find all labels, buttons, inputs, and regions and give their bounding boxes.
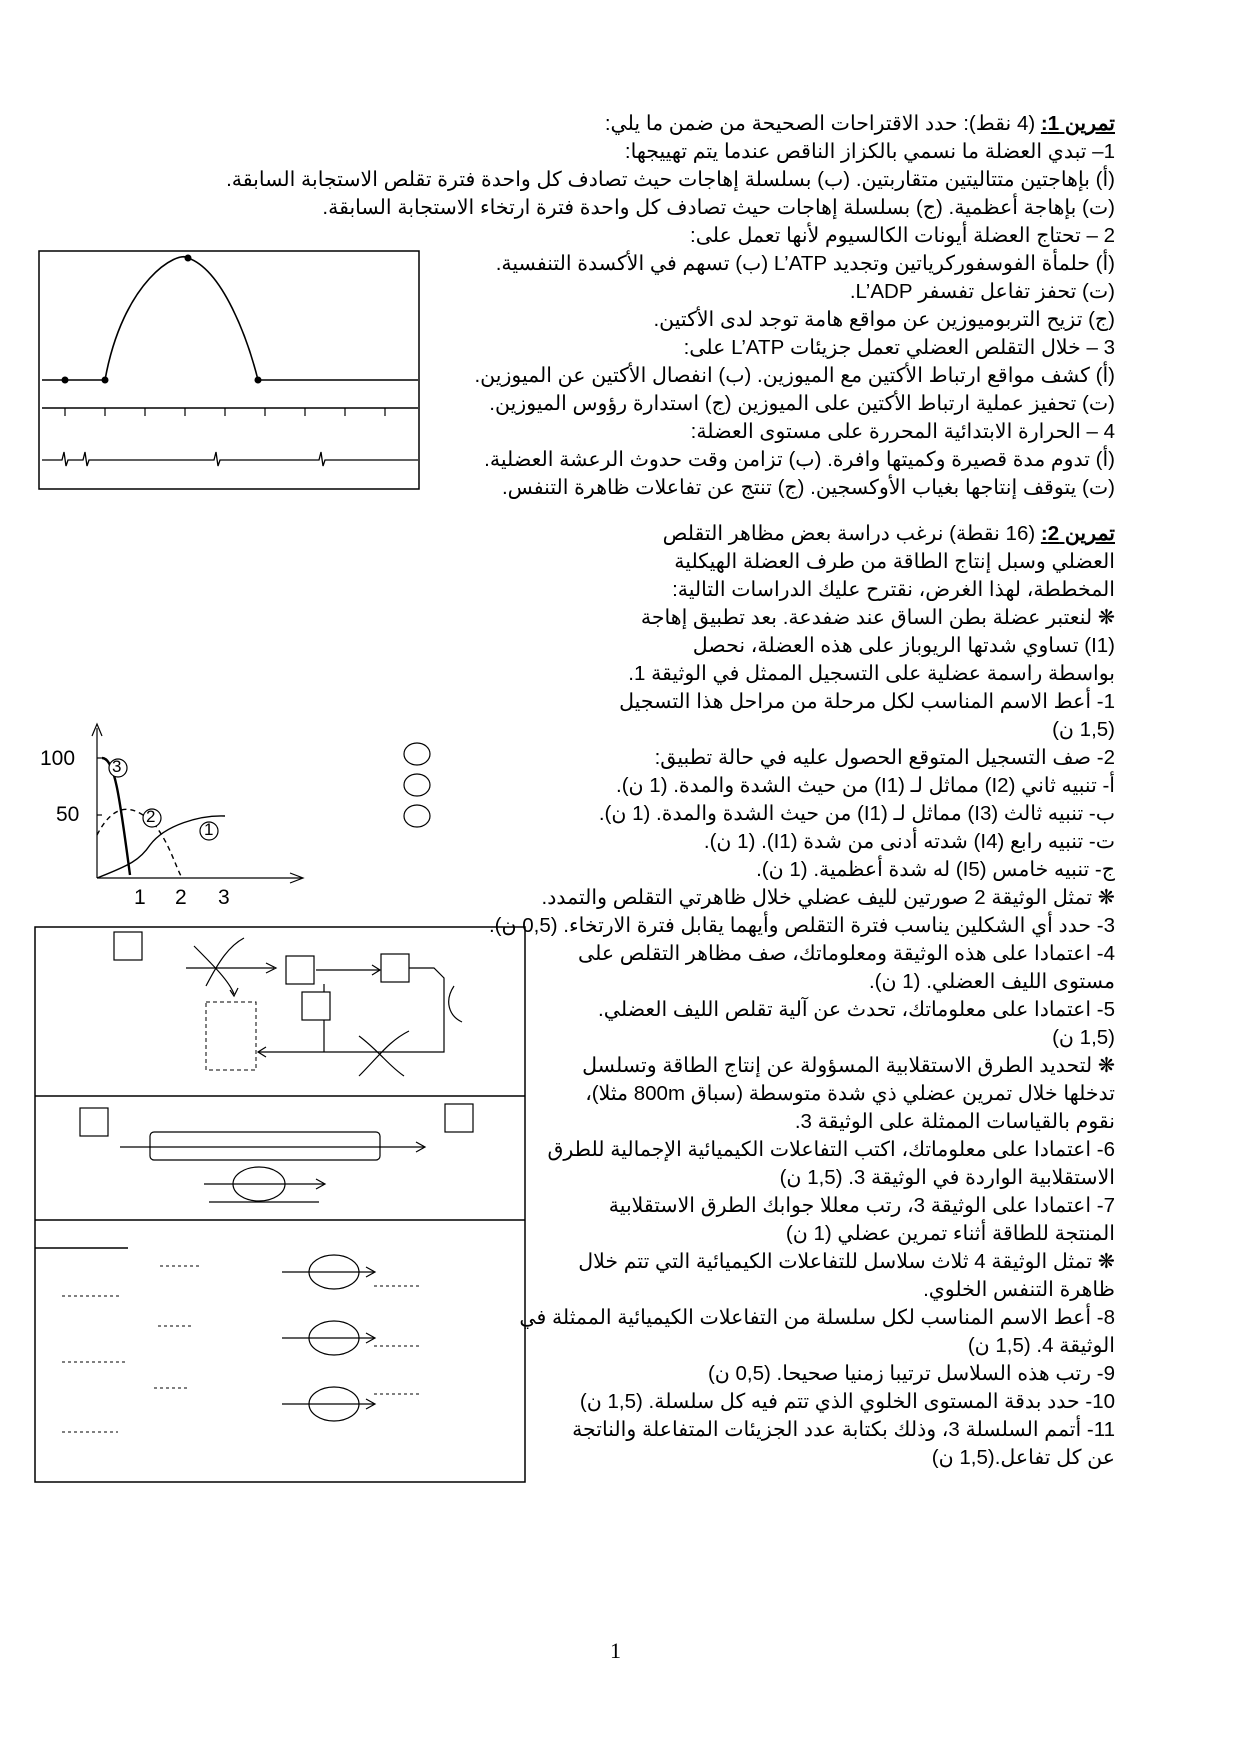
ex2-line: (I1) تساوي شدتها الريوباز على هذه العضلة، نحصل	[692, 634, 1115, 657]
ex2-line: 7- اعتمادا على الوثيقة 3، رتب معللا جوابك الطرق الاستقلابية	[608, 1194, 1115, 1217]
ex1-line: (أ) حلمأة الفوسفوركرياتين وتجديد L’ATP (ب) تسهم في الأكسدة التنفسية.	[495, 252, 1115, 275]
page-number: 1	[610, 1638, 621, 1663]
ex2-line: 1- أعط الاسم المناسب لكل مرحلة من مراحل هذا التسجيل	[619, 690, 1115, 713]
ex1-line: 4 – الحرارة الابتدائية المحررة على مستوى العضلة:	[690, 420, 1115, 443]
ex2-line: المنتجة للطاقة أثناء تمرين عضلي (1 ن)	[785, 1222, 1115, 1245]
ex2-header	[663, 522, 1115, 546]
ex2-line: ت- تنبيه رابع (I4) شدته أدنى من شدة (I1). (1 ن).	[703, 830, 1115, 853]
ex2-line: ج- تنبيه خامس (I5) له شدة أعظمية. (1 ن).	[756, 858, 1115, 881]
ex1-line: (أ) كشف مواقع ارتباط الأكتين مع الميوزين. (ب) انفصال الأكتين عن الميوزين.	[474, 364, 1115, 387]
ex2-line: المخططة، لهذا الغرض، نقترح عليك الدراسات التالية:	[672, 578, 1115, 601]
ex2-line: الاستقلابية الواردة في الوثيقة 3. (1,5 ن)	[779, 1166, 1115, 1189]
ex2-line: أ- تنبيه ثاني (I2) مماثل لـ (I1) من حيث الشدة والمدة. (1 ن).	[616, 774, 1115, 797]
ex2-line: 9- رتب هذه السلاسل ترتيبا زمنيا صحيحا. (0,5 ن)	[707, 1362, 1115, 1385]
ex1-header-rest: (4 نقط): حدد الاقتراحات الصحيحة من ضمن ما يلي:	[604, 112, 1041, 135]
x-tick-label: 1	[134, 886, 146, 909]
ex2-line: ظاهرة التنفس الخلوي.	[923, 1278, 1115, 1301]
ex1-title: تمرين 1:	[1040, 112, 1115, 135]
ex1-line: 2 – تحتاج العضلة أيونات الكالسيوم لأنها تعمل على:	[690, 224, 1115, 247]
ex1-line: 1– تبدي العضلة ما نسمي بالكزاز الناقص عندما يتم تهييجها:	[624, 140, 1115, 163]
ex2-line: ❋ تمثل الوثيقة 4 ثلاث سلاسل للتفاعلات الكيميائية التي تتم خلال	[578, 1250, 1115, 1273]
ex2-header-rest: (16 نقطة) نرغب دراسة بعض مظاهر التقلص	[662, 522, 1041, 545]
ex2-line: (1,5 ن)	[1052, 1026, 1115, 1049]
y-tick-label: 50	[56, 803, 80, 826]
curve-label: 1	[204, 820, 214, 839]
x-tick-label: 3	[218, 886, 230, 909]
ex2-line: العضلي وسبل إنتاج الطاقة من طرف العضلة الهيكلية	[674, 550, 1115, 573]
curve-label: 3	[112, 757, 122, 776]
curve-label: 2	[146, 807, 156, 826]
ex1-line: (ت) بإهاجة أعظمية. (ج) بسلسلة إهاجات حيث تصادف كل واحدة فترة ارتخاء الاستجابة السابقة.	[322, 196, 1115, 219]
ex2-line: عن كل تفاعل.(1,5 ن)	[931, 1446, 1115, 1469]
document-3-graph	[90, 720, 310, 885]
ex1-line: (ت) تحفز تفاعل تفسفر L’ADP.	[849, 280, 1115, 303]
ex2-line: مستوى الليف العضلي. (1 ن).	[868, 970, 1115, 993]
ex1-line: 3 – خلال التقلص العضلي تعمل جزيئات L’ATP على:	[683, 336, 1115, 359]
ex2-line: 2- صف التسجيل المتوقع الحصول عليه في حالة تطبيق:	[654, 746, 1115, 769]
ex2-line: ب- تنبيه ثالث (I3) مماثل لـ (I1) من حيث الشدة والمدة. (1 ن).	[598, 802, 1115, 825]
ex2-line: الوثيقة 4. (1,5 ن)	[967, 1334, 1115, 1357]
x-tick-label: 2	[175, 886, 187, 909]
ex2-line: نقوم بالقياسات الممثلة على الوثيقة 3.	[794, 1110, 1115, 1133]
ex1-line: (أ) تدوم مدة قصيرة وكميتها وافرة. (ب) تزامن وقت حدوث الرعشة العضلية.	[484, 448, 1115, 471]
ex2-line: 10- حدد بدقة المستوى الخلوي الذي تتم فيه كل سلسلة. (1,5 ن)	[579, 1390, 1115, 1413]
ex2-line: بواسطة راسمة عضلية على التسجيل الممثل في الوثيقة 1.	[628, 662, 1115, 685]
ex2-line: 6- اعتمادا على معلوماتك، اكتب التفاعلات الكيميائية الإجمالية للطرق	[547, 1138, 1115, 1161]
ex2-line: ❋ تمثل الوثيقة 2 صورتين لليف عضلي خلال ظاهرتي التقلص والتمدد.	[541, 886, 1115, 909]
ex2-line: 4- اعتمادا على هذه الوثيقة ومعلوماتك، صف مظاهر التقلص على	[578, 942, 1115, 965]
ex2-line: 3- حدد أي الشكلين يناسب فترة التقلص وأيهما يقابل فترة الارتخاء. (0,5 ن).	[488, 914, 1115, 937]
ex2-line: (1,5 ن)	[1052, 718, 1115, 741]
legend-circles	[400, 740, 440, 832]
ex2-line: 11- أتمم السلسلة 3، وذلك بكتابة عدد الجزيئات المتفاعلة والناتجة	[572, 1418, 1115, 1441]
document-1-myogram	[38, 250, 420, 490]
ex2-line: تدخلها خلال تمرين عضلي ذي شدة متوسطة (سباق 800m مثلا)،	[585, 1082, 1115, 1105]
ex2-line: ❋ لنعتبر عضلة بطن الساق عند ضفدعة. بعد تطبيق إهاجة	[640, 606, 1115, 629]
ex1-line: (أ) بإهاجتين متتاليتين متقاربتين. (ب) بسلسلة إهاجات حيث تصادف كل واحدة فترة تقلص الاستجابة السابقة.	[226, 168, 1115, 191]
ex2-line: 5- اعتمادا على معلوماتك، تحدث عن آلية تقلص الليف العضلي.	[598, 998, 1115, 1021]
ex1-header	[605, 112, 1115, 136]
y-tick-label: 100	[40, 747, 76, 770]
document-4-schematic	[34, 926, 528, 1486]
ex1-line: (ت) يتوقف إنتاجها بغياب الأوكسجين. (ج) تنتج عن تفاعلات ظاهرة التنفس.	[501, 476, 1115, 499]
ex2-line: ❋ لتحديد الطرق الاستقلابية المسؤولة عن إنتاج الطاقة وتسلسل	[582, 1054, 1115, 1077]
ex1-line: (ج) تزيح التربوميوزين عن مواقع هامة توجد لدى الأكتين.	[653, 308, 1115, 331]
ex2-title: تمرين 2:	[1040, 522, 1115, 545]
ex2-line: 8- أعط الاسم المناسب لكل سلسلة من التفاعلات الكيميائية الممثلة في	[519, 1306, 1115, 1329]
ex1-line: (ت) تحفيز عملية ارتباط الأكتين على الميوزين (ج) استدارة رؤوس الميوزين.	[489, 392, 1115, 415]
